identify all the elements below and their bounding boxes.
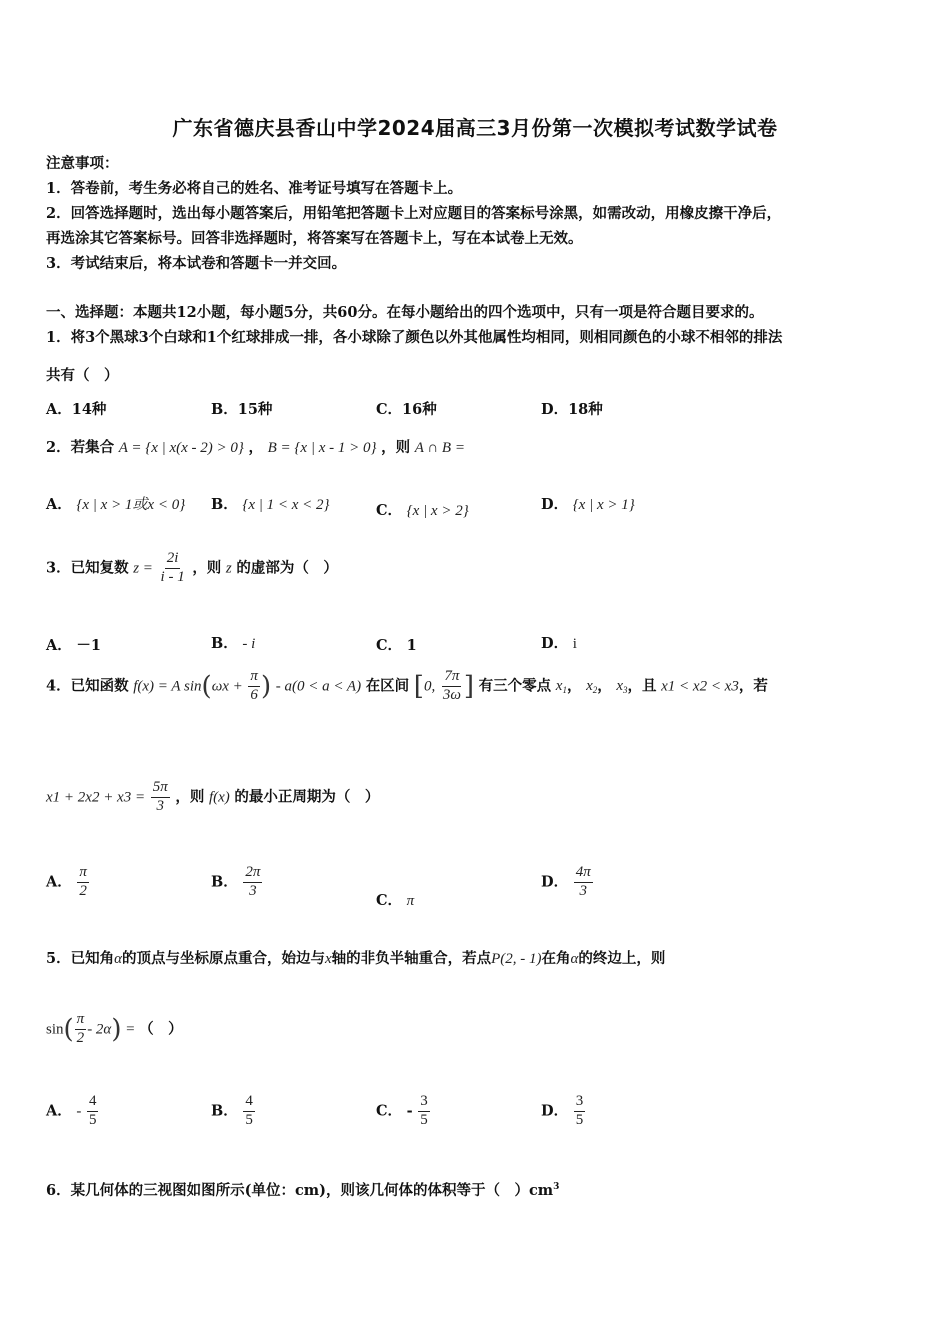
- q4-pi-over-6: [248, 669, 260, 704]
- q4-arg-head: ωx +: [211, 678, 243, 695]
- q3-label-b: B．: [211, 635, 238, 652]
- q4-x2: $x_2$: [586, 678, 598, 696]
- q6-text: 6．某几何体的三视图如图所示(单位：cm)，则该几何体的体积等于（ ）cm: [46, 1182, 554, 1199]
- q3-option-a-value: －1: [76, 637, 101, 654]
- q4-six: 6: [250, 686, 258, 703]
- q2-option-d-value: {x | x > 1}: [572, 497, 635, 513]
- q4-option-c-value: π: [406, 893, 415, 909]
- q4-option-a: [46, 865, 90, 900]
- q5-alpha: α: [114, 951, 122, 967]
- q5-suffix: 的终边上，则: [578, 950, 666, 967]
- q5-option-a-num: 4: [87, 1094, 99, 1112]
- q5-mid3: 在角: [541, 950, 571, 967]
- q2-label-b: B．: [211, 496, 238, 513]
- q3-label-a: A．: [46, 637, 72, 654]
- q3-stem: [46, 551, 338, 586]
- q5-stem-cont: sin( $\frac{\pi}{2}$ - 2α) = （ ）: [46, 1011, 183, 1046]
- notice-item-2: 2．回答选择题时，选出每小题答案后，用铅笔把答题卡上对应题目的答案标号涂黑，如需改动，用橡皮擦干净后，: [46, 205, 782, 222]
- q3-prefix: 3．已知复数: [46, 559, 129, 577]
- q3-option-b: [211, 632, 255, 653]
- q5-option-c-sign: -: [406, 1102, 413, 1120]
- q2-suffix: ，则: [381, 439, 411, 456]
- q1-stem-cont: 共有（ ）: [46, 367, 119, 384]
- q5-option-d: [541, 1094, 586, 1129]
- q3-label-c: C．: [376, 637, 403, 654]
- q2-option-c-value: {x | x > 2}: [406, 503, 469, 519]
- q5-sin: sin: [46, 1021, 64, 1038]
- q4-label-d: D．: [541, 873, 569, 891]
- q4-interval-end: [441, 669, 463, 704]
- q4-fx: f(x): [208, 789, 230, 806]
- q2-option-a: [46, 493, 185, 514]
- q4-mid3: ，则: [175, 788, 205, 806]
- q5-blank: （ ）: [139, 1020, 183, 1038]
- q4-f-lhs: f(x) = A sin: [133, 678, 202, 695]
- q3-option-d: [541, 632, 577, 653]
- q4-sum-den: 3: [156, 797, 164, 814]
- q3-mid: ，则: [192, 559, 222, 577]
- q5-stem: [46, 947, 665, 968]
- q2-option-b-value: {x | 1 < x < 2}: [242, 497, 330, 513]
- q5-option-c-den: 5: [420, 1111, 428, 1128]
- q5-option-a-sign: -: [76, 1103, 82, 1120]
- q2-expr: A ∩ B =: [414, 440, 465, 456]
- q1-option-c: C．16种: [376, 401, 437, 418]
- q4-interval-num: 7π: [442, 669, 461, 687]
- q4-option-c: [376, 889, 414, 910]
- q1-option-b: B．15种: [211, 401, 273, 418]
- q4-label-a: A．: [46, 873, 72, 891]
- notice-item-3: 3．考试结束后，将本试卷和答题卡一并交回。: [46, 255, 347, 272]
- q4-option-d-num: 4π: [574, 865, 593, 883]
- q4-label-c: C．: [376, 892, 403, 909]
- q3-option-c: [376, 634, 417, 655]
- q2-option-a-value: {x | x > 1或x < 0}: [76, 497, 186, 513]
- q5-label-c: C．: [376, 1102, 403, 1120]
- q4-sum-lhs: x1 + 2x2 + x3 =: [46, 789, 146, 806]
- q1-option-a: A．14种: [46, 401, 107, 418]
- q4-pi: π: [248, 669, 260, 687]
- q5-option-c: [376, 1094, 431, 1129]
- q4-suffix: 的最小正周期为（ ）: [234, 788, 380, 806]
- q5-point: P(2, - 1): [491, 951, 542, 967]
- q3-fraction: [159, 551, 187, 586]
- q3-z-eq: z =: [133, 560, 153, 577]
- q5-option-b: [211, 1094, 256, 1129]
- q5-option-a: [46, 1094, 99, 1129]
- q5-label-d: D．: [541, 1102, 569, 1120]
- q4-ruo: ，若: [738, 677, 768, 695]
- q3-label-d: D．: [541, 635, 569, 652]
- q5-label-a: A．: [46, 1102, 72, 1120]
- q6-unit-sup: 3: [553, 1182, 560, 1193]
- q4-option-b-den: 3: [249, 882, 257, 899]
- q4-x1: $x_1$: [555, 678, 567, 696]
- q3-numerator: 2i: [165, 551, 181, 569]
- q4-option-a-den: 2: [79, 882, 87, 899]
- q2-set-a: A = {x | x(x - 2) > 0}: [118, 440, 244, 456]
- q4-prefix: 4．已知函数: [46, 677, 129, 695]
- q2-option-d: [541, 493, 635, 514]
- q5-eq: =: [126, 1021, 135, 1038]
- q5-option-b-den: 5: [245, 1111, 253, 1128]
- q5-pi: π: [75, 1012, 87, 1030]
- q5-two: 2: [76, 1029, 85, 1046]
- q5-minus-2a: - 2α: [87, 1021, 112, 1038]
- q3-denominator: i - 1: [160, 568, 185, 585]
- q4-option-b: [211, 865, 263, 900]
- q2-option-b: [211, 493, 330, 514]
- page-title: 广东省德庆县香山中学2024届高三3月份第一次模拟考试数学试卷: [172, 116, 778, 140]
- q3-option-a: [46, 634, 101, 655]
- q4-stem: 4．已知函数 f(x) = A sin(ωx + $\frac{\pi}{6}$ ) - a(0 < a < A) 在区间 [0, $\frac{7\pi}{3\omega}$ ] 有三个零点 $x_1$， $x_2$， $x_3$，且 x1 < x2 < x3，若: [46, 668, 768, 703]
- q2-label-c: C．: [376, 502, 403, 519]
- q2-label-a: A．: [46, 496, 72, 513]
- q2-prefix: 2．若集合: [46, 439, 115, 456]
- q5-mid1: 的顶点与坐标原点重合，始边与: [121, 950, 325, 967]
- q4-mid1: 在区间: [365, 677, 410, 695]
- q3-option-c-value: 1: [406, 637, 417, 654]
- q5-mid2: 轴的非负半轴重合，若点: [331, 950, 492, 967]
- q5-x: x: [324, 951, 332, 967]
- q2-comma: ，: [248, 439, 264, 456]
- q5-option-a-den: 5: [88, 1111, 97, 1128]
- notice-item-1: 1．答卷前，考生务必将自己的姓名、准考证号填写在答题卡上。: [46, 180, 463, 197]
- q3-suffix: 的虚部为（ ）: [236, 559, 338, 577]
- q4-option-a-num: π: [77, 865, 89, 883]
- q2-set-b: B = {x | x - 1 > 0}: [267, 440, 377, 456]
- q4-order: x1 < x2 < x3: [661, 678, 739, 695]
- q4-mid2: 有三个零点: [478, 677, 552, 695]
- q5-option-d-den: 5: [575, 1111, 584, 1128]
- q4-stem-cont: [46, 780, 379, 815]
- q5-option-c-num: 3: [418, 1094, 430, 1112]
- notice-heading: 注意事项：: [46, 155, 119, 172]
- q3-option-d-value: i: [572, 636, 577, 652]
- q2-option-c: [376, 499, 469, 520]
- q6-stem: [46, 1179, 559, 1200]
- q5-option-b-num: 4: [243, 1094, 255, 1112]
- q4-f-tail: - a(0 < a < A): [275, 678, 362, 695]
- q4-option-d-den: 3: [579, 882, 587, 899]
- q1-stem: 1．将3个黑球3个白球和1个红球排成一排，各小球除了颜色以外其他属性均相同，则相同颜色的小球不相邻的排法: [46, 329, 783, 346]
- q4-interval-head: 0,: [423, 678, 436, 695]
- q4-option-d: [541, 865, 594, 900]
- q5-option-d-num: 3: [574, 1094, 586, 1112]
- q5-prefix: 5．已知角: [46, 950, 115, 967]
- q4-sum-num: 5π: [151, 780, 170, 798]
- q4-label-b: B．: [211, 873, 238, 891]
- q3-z: z: [225, 560, 232, 577]
- q4-interval-den: 3ω: [442, 686, 461, 703]
- section-heading: 一、选择题：本题共12小题，每小题5分，共60分。在每小题给出的四个选项中，只有一项是符合题目要求的。: [46, 304, 764, 321]
- q3-option-b-value: - i: [242, 636, 256, 652]
- q4-sum-fraction: [151, 780, 170, 815]
- q4-x3: $x_3$: [616, 678, 628, 696]
- q2-stem: [46, 436, 465, 457]
- q5-pi-over-2: [75, 1012, 87, 1047]
- q5-alpha-2: α: [570, 951, 579, 967]
- q4-and: ，且: [627, 677, 657, 695]
- q2-label-d: D．: [541, 496, 569, 513]
- q4-option-b-num: 2π: [243, 865, 262, 883]
- q5-label-b: B．: [211, 1102, 238, 1120]
- notice-item-2-cont: 再选涂其它答案标号。回答非选择题时，将答案写在答题卡上，写在本试卷上无效。: [46, 230, 583, 247]
- q1-option-d: D．18种: [541, 401, 603, 418]
